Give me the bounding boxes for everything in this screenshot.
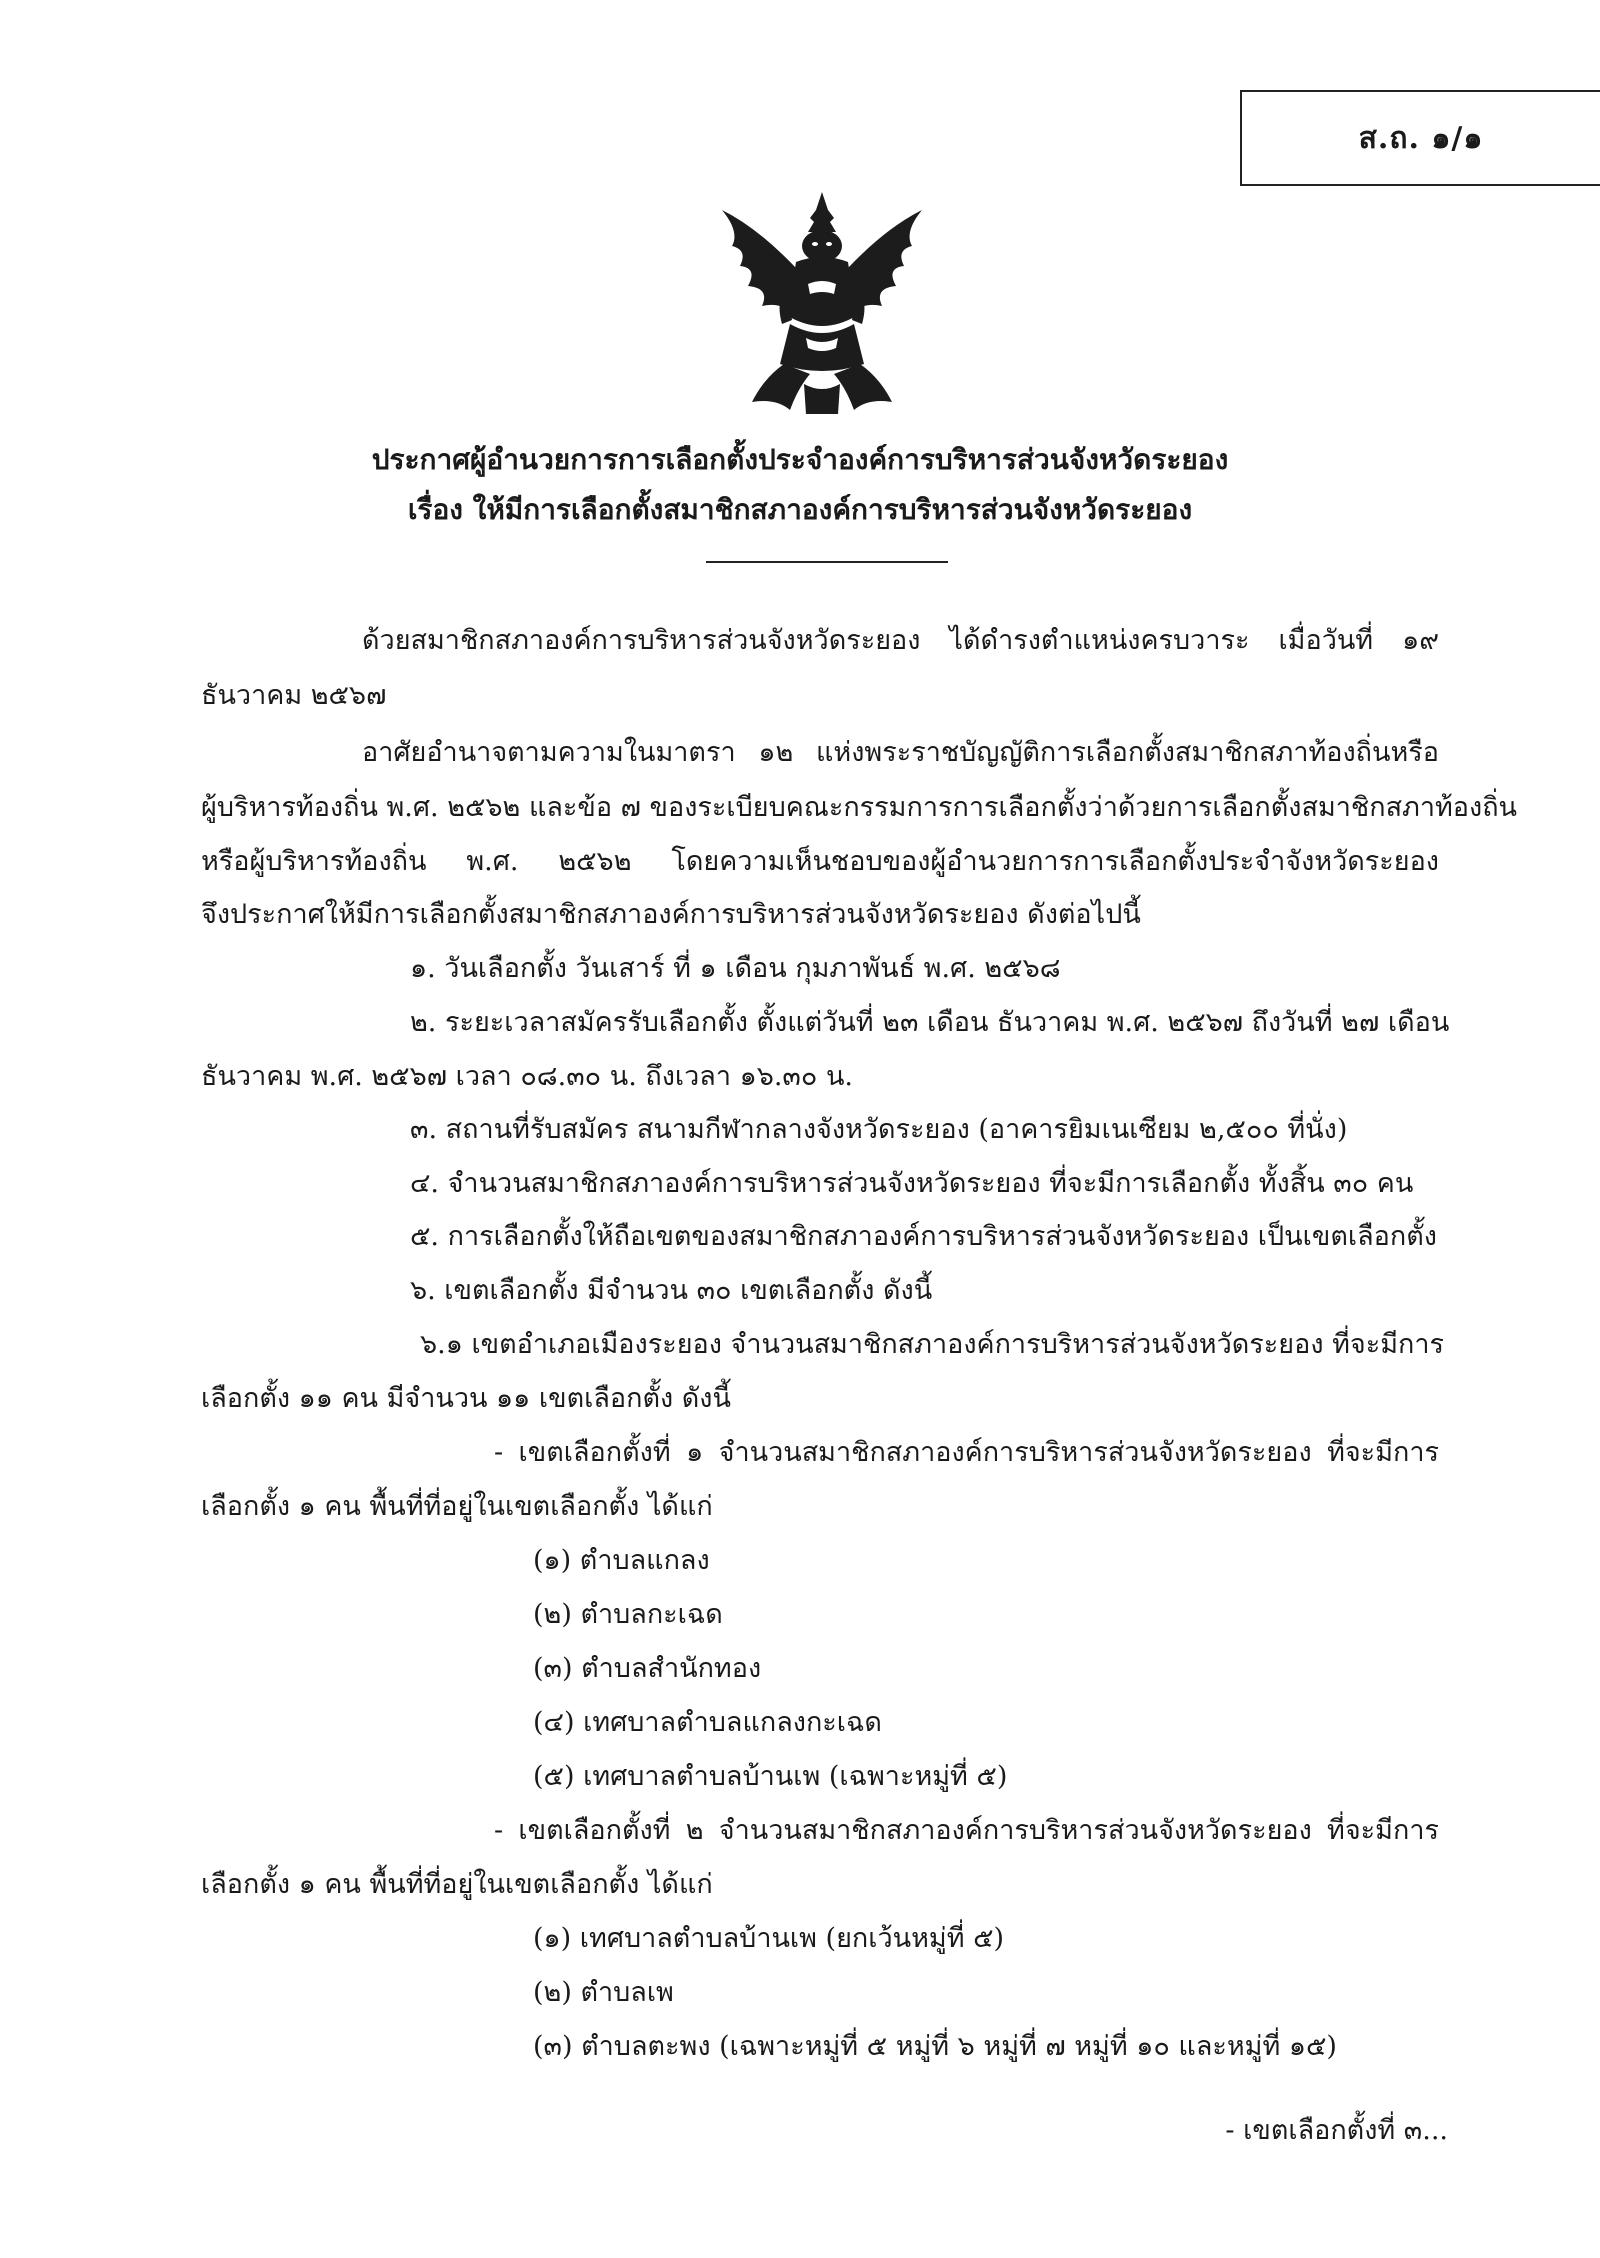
paragraph-line: จึงประกาศให้มีการเลือกตั้งสมาชิกสภาองค์การบริหารส่วนจังหวัดระยอง ดังต่อไปนี้ [201,899,1141,930]
paragraph-line: ด้วยสมาชิกสภาองค์การบริหารส่วนจังหวัดระยอง ได้ดำรงตำแหน่งครบวาระ เมื่อวันที่ ๑๙ [362,625,1439,656]
paragraph-line: ธันวาคม พ.ศ. ๒๕๖๗ เวลา ๐๘.๓๐ น. ถึงเวลา ๑๖.๓๐ น. [201,1061,853,1092]
list-item: (๑) เทศบาลตำบลบ้านเพ (ยกเว้นหมู่ที่ ๕) [533,1923,1005,1954]
paragraph-line: ผู้บริหารท้องถิ่น พ.ศ. ๒๕๖๒ และข้อ ๗ ของระเบียบคณะกรรมการการเลือกตั้งว่าด้วยการเลือกตั้งสมาชิกสภาท้องถิ่น [201,792,1518,823]
paragraph-line: เลือกตั้ง ๑ คน พื้นที่ที่อยู่ในเขตเลือกตั้ง ได้แก่ [201,1869,713,1900]
list-item: ๒. ระยะเวลาสมัครรับเลือกตั้ง ตั้งแต่วันที่ ๒๓ เดือน ธันวาคม พ.ศ. ๒๕๖๗ ถึงวันที่ ๒๗ เดือน [410,1007,1450,1038]
list-item: (๔) เทศบาลตำบลแกลงกะเฉด [533,1707,882,1738]
paragraph-line: เลือกตั้ง ๑๑ คน มีจำนวน ๑๑ เขตเลือกตั้ง ดังนี้ [201,1383,731,1414]
list-item: ๑. วันเลือกตั้ง วันเสาร์ ที่ ๑ เดือน กุมภาพันธ์ พ.ศ. ๒๕๖๘ [410,953,1061,984]
paragraph-line: เลือกตั้ง ๑ คน พื้นที่ที่อยู่ในเขตเลือกตั้ง ได้แก่ [201,1491,713,1522]
list-item: (๓) ตำบลตะพง (เฉพาะหมู่ที่ ๕ หมู่ที่ ๖ หมู่ที่ ๗ หมู่ที่ ๑๐ และหมู่ที่ ๑๕) [533,2031,1337,2062]
paragraph-line: ธันวาคม ๒๕๖๗ [201,680,387,711]
announcement-subject: เรื่อง ให้มีการเลือกตั้งสมาชิกสภาองค์การบริหารส่วนจังหวัดระยอง [407,493,1193,526]
list-item: ๕. การเลือกตั้งให้ถือเขตของสมาชิกสภาองค์การบริหารส่วนจังหวัดระยอง เป็นเขตเลือกตั้ง [410,1221,1437,1252]
list-item: (๓) ตำบลสำนักทอง [533,1653,762,1684]
paragraph-line: อาศัยอำนาจตามความในมาตรา ๑๒ แห่งพระราชบัญญัติการเลือกตั้งสมาชิกสภาท้องถิ่นหรือ [362,737,1439,768]
list-item: - เขตเลือกตั้งที่ ๒ จำนวนสมาชิกสภาองค์การบริหารส่วนจังหวัดระยอง ที่จะมีการ [494,1815,1439,1846]
announcement-title: ประกาศผู้อำนวยการการเลือกตั้งประจำองค์การบริหารส่วนจังหวัดระยอง [371,443,1229,476]
list-item: ๖. เขตเลือกตั้ง มีจำนวน ๓๐ เขตเลือกตั้ง ดังนี้ [410,1275,933,1306]
list-item: (๒) ตำบลเพ [533,1977,674,2008]
title-divider [706,561,948,563]
continuation-note: - เขตเลือกตั้งที่ ๓... [1225,2115,1448,2146]
document-code-box: ส.ถ. ๑/๑ [1240,90,1600,186]
list-item: ๓. สถานที่รับสมัคร สนามกีฬากลางจังหวัดระยอง (อาคารยิมเนเซียม ๒,๕๐๐ ที่นั่ง) [410,1114,1348,1145]
list-item: ๔. จำนวนสมาชิกสภาองค์การบริหารส่วนจังหวัดระยอง ที่จะมีการเลือกตั้ง ทั้งสิ้น ๓๐ คน [410,1168,1414,1199]
list-item: (๒) ตำบลกะเฉด [533,1599,723,1630]
list-item: (๑) ตำบลแกลง [533,1545,710,1576]
list-item: ๖.๑ เขตอำเภอเมืองระยอง จำนวนสมาชิกสภาองค์การบริหารส่วนจังหวัดระยอง ที่จะมีการ [420,1329,1445,1360]
garuda-emblem [718,188,926,416]
paragraph-line: หรือผู้บริหารท้องถิ่น พ.ศ. ๒๕๖๒ โดยความเห็นชอบของผู้อำนวยการการเลือกตั้งประจำจังหวัดระยอง [201,846,1439,877]
list-item: (๕) เทศบาลตำบลบ้านเพ (เฉพาะหมู่ที่ ๕) [533,1761,1008,1792]
list-item: - เขตเลือกตั้งที่ ๑ จำนวนสมาชิกสภาองค์การบริหารส่วนจังหวัดระยอง ที่จะมีการ [494,1437,1439,1468]
